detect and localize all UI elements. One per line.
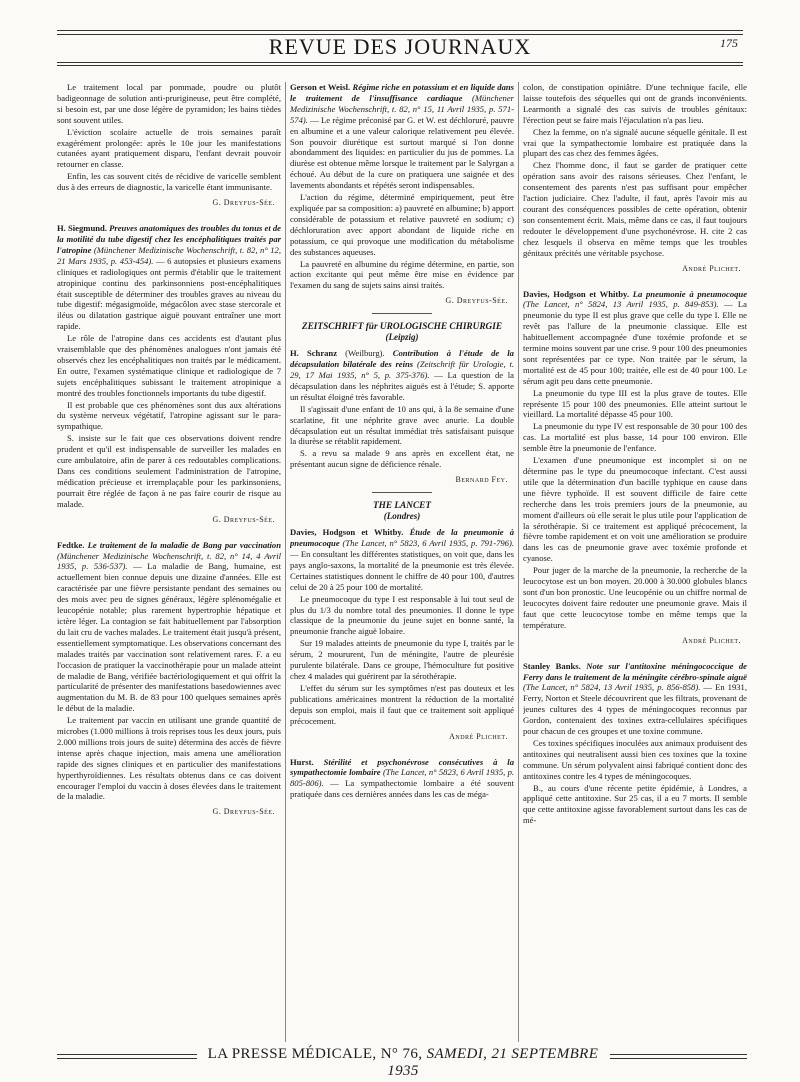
article-siegmund — [57, 223, 281, 332]
article-banks — [523, 661, 747, 737]
article-author: Davies, Hodgson et Whitby. — [290, 527, 404, 538]
signature: André Plichet. — [449, 731, 508, 741]
article-reference: (Zeitschrift für Urologie, t. 29, 17 Mai 1935, n° 5, p. 375-376). — [290, 359, 514, 381]
article-davies-1 — [290, 527, 514, 592]
paragraph: Ces toxines spécifiques inoculées aux animaux produisent des antitoxines qui neutralisent aussi bien ces toxines que la toxine commune. Un sérum polyvalent ainsi fabriqué contient donc des antitoxines contre les 4 types de méningocoques. — [523, 737, 747, 781]
article-reference: (The Lancet, n° 5823, 6 Avril 1935, p. 791-796). — [342, 538, 514, 549]
footer-journal: LA PRESSE MÉDICALE, — [207, 1046, 377, 1062]
page-footer — [200, 1046, 606, 1080]
paragraph: Sur 19 malades atteints de pneumonie du type I, traités par le sérum, 2 moururent, l'un de méningite, l'autre de pleurésie purulente bilatérale. Dans ce groupe, l'hémoculture fut positive chez 4 malades qui guérirent par la sérothérapie. — [290, 638, 514, 681]
article-reference: (The Lancet, n° 5823, 6 Avril 1935, p. 805-806). — [290, 767, 514, 789]
footer-number: N° 76, — [380, 1046, 423, 1062]
article-schranz — [290, 348, 514, 403]
article-text: — Le régime préconisé par G. et W. est déchloruré, pauvre en albumine et a une valeur calorique relativement peu élevée. Son pouvoir diurétique est surtout marqué si l'on donne abondamment des liquides: en particulier du jus de pommes. La diurèse est obtenue même lorsque le traitement par le Salyrgan a échoué. Au début de la cure on pratiquera une saignée et des lavements abondants et répétés seront indispensables. — [290, 114, 514, 191]
article-hurst — [290, 757, 514, 801]
article-text: — En 1931, Ferry, Norton et Steele découvrirent que les filtrats, provenant de jeunes cultures des 4 types de méningocoques reconnus par Gordon, contenaient des toxines extra-cellulaires spécifiques pour chacun de ces groupes et une toxine commune. — [523, 682, 747, 737]
article-columns — [57, 82, 747, 1046]
article-text: — La sympathectomie lombaire a été souvent pratiquée dans ces dernières années dans les cas de méga- — [290, 778, 514, 800]
article-davies-2 — [523, 289, 747, 387]
paragraph: La pauvreté en albumine du régime détermine, en partie, son action excitante qui peut même être mise en évidence par l'examen du sang de sujets sains ainsi traités. — [290, 258, 514, 291]
article-text: — La pneumonie du type II est plus grave que celle du type I. Elle ne revêt pas l'allure de la pneumonie classique. Elle est habituellement accompagnée d'une toxémie profonde et se termine moins souvent par une crise. 9 pour 100 des pneumonies sont représentées par ce type. Non traitée par le sérum, la mortalité est de 45 pour 100; traitée, elle est de 40 pour 100. Le sérum agit peu dans cette pneumonie. — [523, 299, 747, 386]
signature: G. Dreyfus-Sée. — [212, 514, 275, 524]
signature: André Plichet. — [682, 263, 741, 273]
article-author: Davies, Hodgson et Whitby. — [523, 288, 630, 299]
footer-rule-right — [610, 1054, 747, 1059]
article-reference: (Münchener Medizinische Wochenschrift, t. 82, n° 15, 11 Avril 1935, p. 571-574). — [290, 92, 514, 125]
article-reference: (Münchener Medizinische Wochenschrift, t. 82, n° 14, 4 Avril 1935, p. 536-537). — [57, 550, 281, 572]
paragraph: Enfin, les cas souvent cités de récidive de varicelle semblent dus à des erreurs de diagnostic, la varicelle étant immunisante. — [57, 171, 281, 193]
paragraph: La pneumonie du type IV est responsable de 30 pour 100 des cas. La mortalité est plus basse, 14 pour 100 environ. Elle semble être la pneumonie de l'enfance. — [523, 421, 747, 454]
journal-city: (Londres) — [383, 511, 421, 522]
paragraph: L'action du régime, déterminé empiriquement, peut être expliquée par sa composition: a) pauvreté en albumine; b) apport considérable de potassium et relative pauvreté en sodium; c) déchloruration avec apport abondant de liquide riche en potassium, ce qui provoque une modification du métabolisme des substances aqueuses. — [290, 192, 514, 257]
paragraph: Pour juger de la marche de la pneumonie, la recherche de la leucocytose est un bon moyen. 20.000 à 30.000 globules blancs sont d'un bon pronostic. Une leucopénie ou un chiffre normal de leucocytes doivent faire redouter une pneumonie grave. Mais il faut que cette leucocytose tombe en même temps que la température. — [523, 565, 747, 630]
paragraph: S. a revu sa malade 9 ans après en excellent état, ne présentant aucun signe de déficience rénale. — [290, 448, 514, 470]
signature: G. Dreyfus-Sée. — [212, 807, 275, 817]
article-title: Régime riche en potassium et en liquide dans le traitement de l'insuffisance cardiaque — [290, 82, 514, 103]
paragraph: L'effet du sérum sur les symptômes n'est pas douteux et les publications américaines montrent la réduction de la mortalité depuis son emploi, mais il faut que ce traitement soit appliqué précocement. — [290, 682, 514, 726]
section-divider — [372, 492, 432, 493]
article-title: Le traitement de la maladie de Bang par vaccination — [87, 539, 281, 550]
article-text: — La maladie de Bang, humaine, est actuellement bien connue depuis une dizaine d'années. Elle est caractérisée par une fièvre persistante pendant des semaines ou des mois avec peu de signes généraux, légère splénomégalie et leucopénie notable; plus rarement hypertrophie hépatique et ictère léger. La contagion se fait habituellement par l'absorption du lait cru de vaches malades. Le traitement était jusqu'à présent, essentiellement symptomatique. Les observations concernant des malades traités par vaccination sont relativement rares. F. a eu l'occasion de pratiquer la vaccinothérapie pour un malade atteint de maladie de Bang, vérifiée bactériologiquement et qui offrit la particularité de présenter des manifestations basedowiennes avec augmentation du M. B. de 83 pour 100 quelques semaines après le début de la maladie. — [57, 561, 281, 714]
article-author: Gerson et Weisl. — [290, 82, 351, 92]
article-title: Étude de la pneumonie à pneumocoque — [290, 527, 514, 549]
paragraph: B., au cours d'une récente petite épidémie, à Londres, a appliqué cette antitoxine. Sur 25 cas, il a eu 7 morts. Il semble que cette antitoxine agisse favorablement surtout dans les cas de mé- — [523, 782, 747, 826]
footer-rule-left — [57, 1054, 197, 1059]
article-title: Contribution à l'étude de la décapsulation bilatérale des reins — [290, 348, 514, 370]
column-2 — [290, 82, 514, 1046]
journal-heading: THE LANCET — [372, 501, 432, 512]
paragraph: L'éviction scolaire actuelle de trois semaines paraît exagérément prolongée: après le 10e jour les manifestations cutanées ayant pratiquement disparu, l'enfant devrait pouvoir retourner en classe. — [57, 126, 281, 170]
signature: André Plichet. — [682, 635, 741, 645]
column-3 — [523, 82, 747, 1046]
article-author: H. Siegmund. — [57, 223, 107, 234]
signature: G. Dreyfus-Sée. — [445, 296, 508, 306]
article-reference: (The Lancet, n° 5824, 13 Avril 1935, p. 849-853). — [523, 299, 719, 310]
paragraph: Le traitement local par pommade, poudre ou plutôt badigeonnage de solution anti-prurigineuse, peut être complété, si besoin est, par une dose légère de pyramidon; les bains tièdes sont souvent utiles. — [57, 82, 281, 125]
journal-heading: ZEITSCHRIFT für UROLOGISCHE CHIRURGIE — [301, 322, 503, 333]
article-title: Stérilité et psychonévrose consécutives à la sympathectomie lombaire — [290, 756, 514, 778]
article-author: H. Schranz — [290, 348, 338, 359]
article-gerson — [290, 82, 514, 191]
paragraph: Chez l'homme donc, il faut se garder de pratiquer cette opération sans avoir des raisons sérieuses. Chez l'enfant, le consentement des parents n'est pas suffisant pour empêcher l'action judiciaire. Chez l'adulte, il faut, après l'avoir mis au courant des conséquences possibles de cette opération, obtenir son consentement écrit. Mais, même dans ce cas, il faut toujours redouter le développement d'une psychonévrose. H. cite 2 cas chez lesquels il observa en même temps que les troubles génitaux précités une véritable psychose. — [523, 160, 747, 258]
paragraph: Le traitement par vaccin en utilisant une grande quantité de microbes (1.000 millions à trois reprises tous les deux jours, puis 2.000 millions trois jours de suite) détermina des accès de fièvre intense après chaque injection, mais amena une amélioration rapide des signes cliniques et en particulier des manifestations hyperthyroïdiennes. Les résultats obtenus dans ce cas doivent encourager l'emploi du vaccin à doses élevées dans le traitement de la maladie. — [57, 715, 281, 802]
journal-city: (Leipzig) — [385, 332, 419, 343]
header-title: REVUE DES JOURNAUX — [268, 34, 532, 59]
signature: Bernard Fey. — [455, 475, 508, 485]
article-text: — En consultant les différentes statistiques, on voit que, dans les pays anglo-saxons, la mortalité de la pneumonie est très élevée. Certaines statistiques donnent le chiffre de 40 pour 100, d'autres celui de 20 à 25 pour 100 de mortalité. — [290, 549, 514, 592]
paragraph: Il est probable que ces phénomènes sont dus aux altérations du système nerveux végétatif, l'atropine agissant sur le para-sympathique. — [57, 399, 281, 432]
article-title: Note sur l'antitoxine méningococcique de Ferry dans le traitement de la méningite cérébro-spinale aiguë — [523, 660, 747, 682]
article-reference: (Münchener Medizinische Wochenschrift, t. 82, n° 12, 21 Mars 1935, p. 453-454). — [57, 244, 281, 266]
paragraph: colon, de constipation opiniâtre. D'une technique facile, elle laisse toutefois des séquelles qui ont de grands inconvénients. Learmonth a signalé des cas suivis de troubles génitaux: l'érection peut se faire mais l'éjaculation n'a pas lieu. — [523, 82, 747, 125]
page-number: 175 — [720, 36, 738, 50]
paragraph: Chez la femme, on n'a signalé aucune séquelle génitale. Il est vrai que la sympathectomie lombaire est pratiquée dans la plupart des cas chez des femmes âgées. — [523, 126, 747, 159]
article-text: — La question de la décapsulation dans les néphrites aiguës est à l'étude; S. apporte un résultat éloigné très favorable. — [290, 370, 514, 402]
article-reference: (The Lancet, n° 5824, 13 Avril 1935, p. 856-858). — [523, 682, 701, 693]
column-1 — [57, 82, 281, 1046]
article-author: Hurst. — [290, 756, 314, 767]
article-author: Fedtke. — [57, 539, 85, 550]
header-rule-bottom — [57, 62, 743, 66]
article-title: Preuves anatomiques des troubles du tonus et de la motilité du tube digestif chez les encéphalitiques traités par l'atropine — [57, 223, 281, 255]
paragraph: La pneumonie du type III est la plus grave de toutes. Elle représente 15 pour 100 des pneumonies. Elle atteint surtout le vieillard. La mortalité dépasse 45 pour 100. — [523, 387, 747, 420]
paragraph: S. insiste sur le fait que ces observations doivent rendre prudent et qu'il est indispensable de surveiller les malades en cure ambulatoire, afin de parer à ces redoutables complications. Dans ces conditions seulement l'administration de l'atropine, médication précieuse et irremplaçable pour les parkinsoniens, pourrait être réglée de façon à ne pas faire courir de risque au malade. — [57, 433, 281, 509]
article-fedtke — [57, 540, 281, 715]
paragraph: L'examen d'une pneumonique est incomplet si on ne détermine pas le type du pneumocoque infectant. C'est aussi utile que la détermination d'un bacille typhique en cause dans une fièvre typhoïde. Il est souvent difficile de faire cette recherche dans les trois premiers jours de la pneumonie, au moment d'ailleurs où elle serait le plus utile pour l'application de la sérothérapie. Si ce traitement est appliqué précocement, la fièvre tombe rapidement et on voit une amélioration se produire dans les cas de pneumonie grave avec toxémie profonde et cyanose. — [523, 455, 747, 564]
paragraph: Le pneumocoque du type I est responsable à lui tout seul de plus du 1/3 du nombre total des pneumonies. Il donne le type classique de la pneumonie du jeune sujet en bonne santé, la pneumonie franche aiguë lobaire. — [290, 593, 514, 637]
article-author: Stanley Banks. — [523, 660, 581, 671]
article-title: La pneumonie à pneumocoque — [632, 288, 747, 299]
paragraph: Il s'agissait d'une enfant de 10 ans qui, à la 8e semaine d'une scarlatine, fit une néphrite grave avec anurie. La double décapsulation eut un résultat immédiat très satisfaisant puisque la diurèse se rétablit rapidement. — [290, 403, 514, 447]
section-divider — [372, 313, 432, 314]
signature: G. Dreyfus-Sée. — [212, 198, 275, 208]
article-text: — 6 autopsies et plusieurs examens cliniques et radiologiques ont permis d'établir que le traitement atropinique continu des parkinsonniens post-encéphalitiques était susceptible de déterminer des troubles graves au niveau du tube digestif: mégasigmoïde, mégacôlon avec stase stercorale et iléus ou dilatation gastrique aiguë pouvant entraîner une mort rapide. — [57, 255, 281, 332]
footer-date: SAMEDI, 21 SEPTEMBRE 1935 — [387, 1046, 599, 1079]
article-place: (Weilburg). — [345, 348, 385, 359]
paragraph: Le rôle de l'atropine dans ces accidents est d'autant plus vraisemblable que des phénomènes analogues n'ont jamais été observés chez les encéphalitiques non traités par le médicament. En outre, l'examen systématique clinique et radiologique de 7 sujets encéphalitiques subissant le traitement atropinique a montré des troubles fonctionnels importants du tube digestif. — [57, 333, 281, 398]
